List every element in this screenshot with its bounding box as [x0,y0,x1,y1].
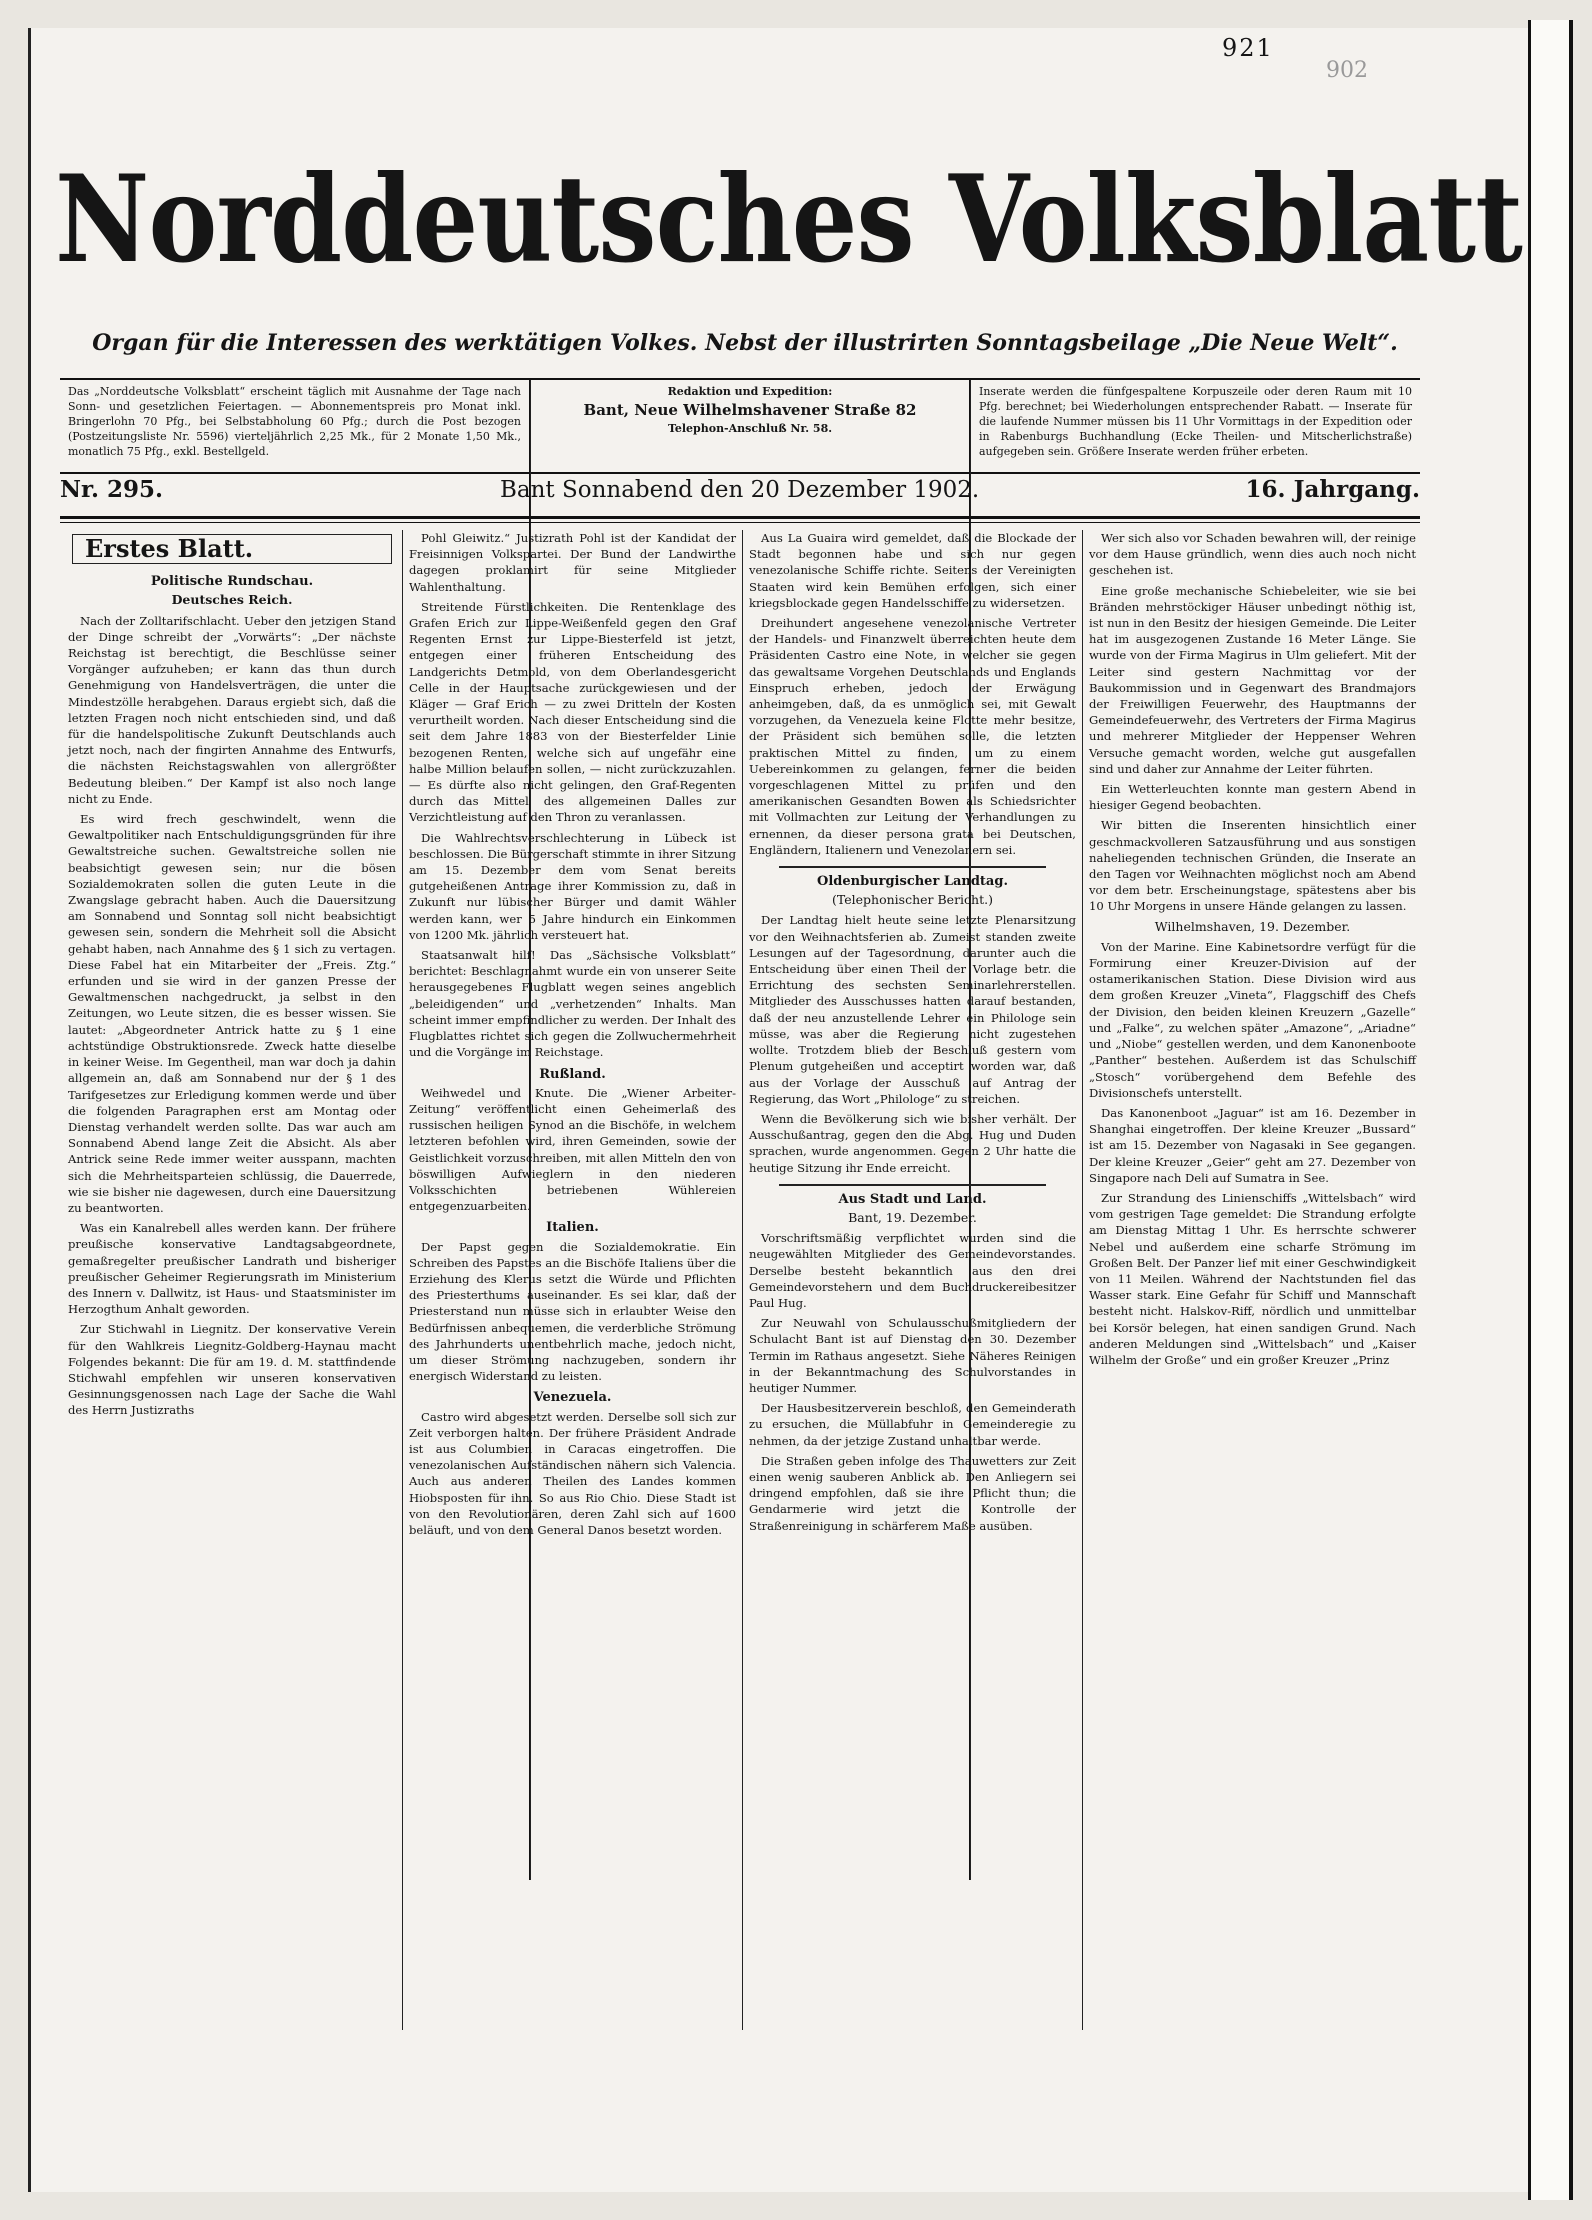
article-paragraph: Der Hausbesitzerverein beschloß, den Gemeinderath zu ersuchen, die Müllabfuhr in Gemeinderegie zu nehmen, da der jetzige Zustand unhaltbar werde. [749,1401,1076,1448]
header-rule [60,516,1420,519]
section-divider [779,866,1046,868]
article-columns [62,530,1422,2030]
article-paragraph: Die Straßen geben infolge des Thauwetters zur Zeit einen wenig sauberen Anblick ab. Den Anliegern sei dringend empfohlen, daß sie ihre Pflicht thun; die Gendarmerie wird jetzt die Kontrolle der Straßenreinigung in schärferem Maße ausüben. [749,1453,1076,1533]
issue-year: 16. Jahrgang. [1245,476,1420,503]
publisher-address: Bant, Neue Wilhelmshavener Straße 82 [583,401,917,419]
info-bar [60,378,1420,474]
article-paragraph: Nach der Zolltarifschlacht. Ueber den jetzigen Stand der Dinge schreibt der „Vorwärts“: „Der nächste Reichstag ist berechtigt, die Beschlüsse seiner Vorgänger aufzuheben; er kann das thun durch Genehmigung von Handelsverträgen, die unter die Mindestzölle herabgehen. Daraus ergiebt sich, daß die letzten Fragen noch nicht entschieden sind, und daß für die handelspolitische Zukunft Deutschlands auch jetzt noch, nach der fingirten Annahme des Entwurfs, die nächsten Reichstagswahlen von allergrößter Bedeutung bleiben.“ Der Kampf ist also noch lange nicht zu Ende. [68,613,396,806]
subscription-info: Das „Norddeutsche Volksblatt“ erscheint täglich mit Ausnahme der Tage nach Sonn- und gesetzlichen Feiertagen. — Abonnementspreis pro Monat inkl. Bringerlohn 70 Pfg., bei Selbstabholung 60 Pfg.; durch die Post bezogen (Postzeitungsliste Nr. 5596) vierteljährlich 2,25 Mk., für 2 Monate 1,50 Mk., monatlich 75 Pfg., exkl. Bestellgeld. [60,380,530,1880]
column-2 [402,530,742,2030]
article-paragraph: Aus La Guaira wird gemeldet, daß die Blockade der Stadt begonnen habe und sich nur gegen venezolanische Schiffe richte. Seitens der Vereinigten Staaten wird kein Bemühen erfolgen, sich einer kriegsblockade gegen Handelsschiffe zu widersetzen. [749,531,1076,610]
article-paragraph: Castro wird abgesetzt werden. Derselbe soll sich zur Zeit verborgen halten. Der frühere Präsident Andrade ist aus Columbien in Caracas eingetroffen. Die venezolanischen Aufständischen nähern sich Valencia. Auch aus anderen Theilen des Landes kommen Hiobsposten für ihn. So aus Rio Chio. Diese Stadt ist von den Revolutionären, deren Zahl sich auf 1600 beläuft, und von dem General Danos besetzt worden. [409,1409,736,1537]
section-divider [779,1184,1046,1186]
article-paragraph: Streitende Fürstlichkeiten. Die Rentenklage des Grafen Erich zur Lippe-Weißenfeld gegen den Graf Regenten Ernst zur Lippe-Biesterfeld ist jetzt, entgegen einer früheren Entscheidung des Landgerichts Detmold, von dem Oberlandesgericht Celle in der Hauptsache zurückgewiesen und der Kläger — Graf Erich — zu zwei Dritteln der Kosten verurtheilt worden. Nach dieser Entscheidung sind die seit dem Jahre 1883 von der Biesterfelder Linie bezogenen Renten, welche sich auf ungefähr eine halbe Million belaufen sollen, — nicht zurückzuzahlen. — Es dürfte also nicht gelingen, den Graf-Regenten durch das Mittel des allgemeinen Dalles zur Verzichtleistung auf den Thron zu veranlassen. [409,599,736,825]
article-paragraph: Vorschriftsmäßig verpflichtet wurden sind die neugewählten Mitglieder des Gemeindevorstandes. Derselbe besteht bekanntlich aus den drei Gemeindevorstehern und dem Buchdruckereibesitzer Paul Hug. [749,1231,1076,1310]
article-paragraph: Zur Stichwahl in Liegnitz. Der konservative Verein für den Wahlkreis Liegnitz-Goldberg-Haynau macht Folgendes bekannt: Die für am 19. d. M. stattfindende Stichwahl empfehlen wir unseren konservativen Gesinnungsgenossen nach Lage der Sache die Wahl des Herrn Justizraths [68,1322,396,1418]
article-paragraph: Eine große mechanische Schiebeleiter, wie sie bei Bränden mehrstöckiger Häuser unbedingt nöthig ist, ist nun in den Besitz der hiesigen Gemeinde. Die Leiter hat im ausgezogenen Zustande 16 Meter Länge. Sie wurde von der Firma Magirus in Ulm geliefert. Mit der Leiter sind gestern Nachmittag vor der Baukommission und in Gegenwart des Brandmajors der Freiwilligen Feuerwehr, des Hauptmanns der Gemeindefeuerwehr, des Vertreters der Firma Magirus und mehrerer Mitglieder der Heppenser Wehren Versuche gemacht worden, welche gut ausgefallen sind und daher zur Annahme der Leiter führten. [1089,583,1416,776]
article-paragraph: Was ein Kanalrebell alles werden kann. Der frühere preußische konservative Landtagsabgeordnete, gemaßregelter preußischer Landrath und bisheriger preußischer Geheimer Regierungsrath im Ministerium des Innern v. Dallwitz, ist Haus- und Staatsminister im Herzogthum Anhalt geworden. [68,1221,396,1317]
article-paragraph: Dreihundert angesehene venezolanische Vertreter der Handels- und Finanzwelt überreichten heute dem Präsidenten Castro eine Note, in welcher sie gegen das gewaltsame Vorgehen Deutschlands und Englands Einspruch erheben, jedoch der Erwägung anheimgeben, daß, da es unmöglich sei, mit Gewalt vorzugehen, da Venezuela keine Flotte mehr besitze, der Präsident sich bemühen solle, die letzten praktischen Mittel zu finden, um zu einem Uebereinkommen zu gelangen, ferner die beiden vorgeschlagenen Mittel zu prüfen und den amerikanischen Gesandten Bowen als Schiedsrichter mit Vollmachten zur Leitung der Verhandlungen zu ernennen, da dieser persona grata bei Deutschen, Engländern, Italienern und Venezolanern sei. [749,616,1076,857]
article-paragraph: Der Papst gegen die Sozialdemokratie. Ein Schreiben des Papstes an die Bischöfe Italiens über die Erziehung des Klerus setzt die Würde und Pflichten des Priesterthums auseinander. Es sei klar, daß der Priesterstand nun müsse sich in erlaubter Weise den Bedürfnissen anbequemen, die verderbliche Strömung des Jahrhunderts unentbehrlich mache, jedoch nicht, um dieser Strömung nachzugeben, sondern ihr energisch Widerstand zu leisten. [409,1239,736,1384]
masthead-title: Norddeutsches Volksblatt [55,149,1523,290]
publisher-phone: Telephon-Anschluß Nr. 58. [667,422,833,435]
article-paragraph: Pohl Gleiwitz.“ Justizrath Pohl ist der Kandidat der Freisinnigen Volkspartei. Der Bund der Landwirthe dagegen proklamirt für seine Mitglieder Wahlenthaltung. [409,531,736,594]
subsection-heading: (Telephonischer Bericht.) [832,892,993,908]
article-paragraph: Weihwedel und Knute. Die „Wiener Arbeiter-Zeitung“ veröffentlicht einen Geheimerlaß des russischen heiligen Synod an die Bischöfe, in welchem letzteren befohlen wird, ihren Gemeinden, sowie der Geistlichkeit vorzuschreiben, mit allen Mitteln den von böswilligen Aufwieglern in den niederen Volksschichten betriebenen Wühlereien entgegenzuarbeiten. [409,1085,736,1214]
article-paragraph: Wir bitten die Inserenten hinsichtlich einer geschmackvolleren Satzausführung und aus sonstigen naheliegenden technischen Gründen, die Inserate an den Tagen vor Weihnachten möglichst noch am Abend vor dem betr. Erscheinungstage, spätestens aber bis 10 Uhr Morgens in unsere Hände gelangen zu lassen. [1089,818,1416,914]
subsection-heading: Deutsches Reich. [171,592,293,608]
advertising-info: Inserate werden die fünfgespaltene Korpuszeile oder deren Raum mit 10 Pfg. berechnet; bei Wiederholungen entsprechender Rabatt. — Inserate für die laufende Nummer müssen bis 11 Uhr Vormittags in der Expedition oder in Rabenburgs Buchhandlung (Ecke Theilen- und Mitscherlichstraße) aufgegeben sein. Größere Inserate werden früher erbeten. [970,380,1420,1880]
issue-line [60,470,1420,510]
issue-number: Nr. 295. [60,476,164,503]
article-paragraph: Zur Strandung des Linienschiffs „Wittelsbach“ wird vom gestrigen Tage gemeldet: Die Strandung erfolgte am Dienstag Mittag 1 Uhr. Es herrschte schwerer Nebel und außerdem eine scharfe Strömung im Großen Belt. Der Panzer lief mit einer Geschwindigkeit von 11 Meilen. Während der Nachtstunden fiel das Wasser stark. Eine Gefahr für Schiff und Mannschaft besteht nicht. Halskov-Riff, nördlich und unmittelbar bei Korsör belegen, hat einen sandigen Grund. Nach anderen Meldungen sind „Wittelsbach“ und „Kaiser Wilhelm der Große“ und ein großer Kreuzer „Prinz [1089,1190,1416,1367]
article-paragraph: Zur Neuwahl von Schulausschußmitgliedern der Schulacht Bant ist auf Dienstag den 30. Dezember Termin im Rathaus angesetzt. Siehe Näheres Reinigen in der Bekanntmachung des Schulvorstandes in heutiger Nummer. [749,1316,1076,1395]
article-paragraph: Staatsanwalt hilf! Das „Sächsische Volksblatt“ berichtet: Beschlagnahmt wurde ein von unserer Seite herausgegebenes Flugblatt wegen seines angeblich „beleidigenden“ und „verhetzenden“ Inhalts. Man scheint immer empfindlicher zu werden. Der Inhalt des Flugblattes richtet sich gegen die Zollwuchermehrheit und die Vorgänge im Reichstage. [409,948,736,1060]
section-heading: Italien. [546,1220,599,1236]
article-paragraph: Wer sich also vor Schaden bewahren will, der reinige vor dem Hause gründlich, wenn dies auch noch nicht geschehen ist. [1089,531,1416,578]
article-paragraph: Es wird frech geschwindelt, wenn die Gewaltpolitiker nach Entschuldigungsgründen für ihre Gewaltstreiche suchen. Gewaltstreiche sollen nie beabsichtigt gewesen sein; nur die bösen Sozialdemokraten sollen die guten Leute in die Zwangslage gebracht haben. Auch die Dauersitzung am Sonnabend und Sonntag soll nicht beabsichtigt gewesen sein, sondern die Mehrheit soll die Absicht gehabt haben, nach Annahme des § 1 sich zu vertagen. Diese Fabel hat ein Mitarbeiter der „Freis. Ztg.“ erfunden und sie wird in der ganzen Presse der Gewaltmenschen nachgedruckt, ja selbst in den Zeitungen, wo Leute sitzen, die es besser wissen. Sie lautet: „Abgeordneter Antrick hatte zu § 1 eine achtstündige Obstruktionsrede. Zweck hatte dieselbe in keiner Weise. Im Gegentheil, man war doch ja dahin allgemein an, daß am Sonnabend nur der § 1 des Tarifgesetzes zur Erledigung kommen werde und über die folgenden Paragraphen erst am Montag oder Dienstag verhandelt werden sollte. Das war auch am Sonnabend Abend lange Zeit die Absicht. Als aber Antrick seine Rede immer weiter ausspann, machten sich die Mehrheitsparteien schlüssig, die Dauerrede, wie sie bisher nie dagewesen, durch eine Dauersitzung zu beantworten. [68,812,396,1215]
masthead-subtitle: Organ für die Interessen des werktätigen Volkes. Nebst der illustrirten Sonntagsbeilage „Die Neue Welt“. [92,330,1398,356]
article-paragraph: Von der Marine. Eine Kabinetsordre verfügt für die Formirung einer Kreuzer-Division auf der ostamerikanischen Station. Diese Division wird aus dem großen Kreuzer „Vineta“, Flaggschiff des Chefs der Division, den beiden kleinen Kreuzern „Gazelle“ und „Falke“, zu welchen später „Amazone“, „Ariadne“ und „Niobe“ gestellen werden, und dem Kanonenboote „Panther“ bestehen. Außerdem ist das Schulschiff „Stosch“ vorübergehend dem Befehle des Divisionschefs unterstellt. [1089,939,1416,1100]
section-heading: Aus Stadt und Land. [838,1191,987,1207]
header-rule-thin [60,522,1420,523]
column-3 [742,530,1082,2030]
section-heading: Oldenburgischer Landtag. [817,874,1008,890]
binding-spine [1528,20,1573,2200]
section-heading: Politische Rundschau. [150,574,314,590]
section-box-first-sheet: Erstes Blatt. [72,534,392,564]
section-heading: Rußland. [539,1066,606,1082]
section-heading: Venezuela. [533,1390,612,1406]
article-paragraph: Die Wahlrechtsverschlechterung in Lübeck ist beschlossen. Die Bürgerschaft stimmte in ihrer Sitzung am 15. Dezember dem vom Senat bereits gutgeheißenen Antrage ihrer Kommission zu, daß in Zukunft nur lübischer Bürger und damit Wähler werden kann, wer 5 Jahre hindurch ein Einkommen von 1200 Mk. jährlich versteuert hat. [409,830,736,942]
publisher-title: Redaktion und Expedition: [667,385,833,398]
article-paragraph: Ein Wetterleuchten konnte man gestern Abend in hiesiger Gegend beobachten. [1089,782,1416,813]
dateline: Wilhelmshaven, 19. Dezember. [1154,918,1351,934]
article-paragraph: Der Landtag hielt heute seine letzte Plenarsitzung vor den Weihnachtsferien ab. Zumeist standen zweite Lesungen auf der Tagesordnung, darunter auch die Entscheidung über einen Theil der Vorlage betr. die Errichtung des sechsten Seminarlehrerstellen. Mitglieder des Ausschusses hatten darauf bestanden, daß der neu anzustellende Lehrer ein Philologe sein müsse, was aber die Regierung nicht zugestehen wollte. Trotzdem blieb der Beschluß gestern vom Plenum gutgeheißen und acceptirt worden war, daß aus der Vorlage der Ausschuß auf Antrag der Regierung, das Wort „Philologe“ zu streichen. [749,913,1076,1106]
column-4 [1082,530,1422,2030]
issue-place-date: Bant Sonnabend den 20 Dezember 1902. [500,477,980,503]
dateline: Bant, 19. Dezember. [848,1209,977,1225]
column-1 [62,530,402,2030]
article-paragraph: Das Kanonenboot „Jaguar“ ist am 16. Dezember in Shanghai eingetroffen. Der kleine Kreuzer „Bussard“ ist am 15. Dezember von Nagasaki in See gegangen. Der kleine Kreuzer „Geier“ geht am 27. Dezember von Singapore nach Deli auf Sumatra in See. [1089,1105,1416,1185]
page-number: 921 [1222,34,1274,62]
page-number-old: 902 [1326,58,1368,83]
article-paragraph: Wenn die Bevölkerung sich wie bisher verhält. Der Ausschußantrag, gegen den die Abg. Hug und Duden sprachen, wurde angenommen. Gegen 2 Uhr hatte die heutige Sitzung ihr Ende erreicht. [749,1111,1076,1175]
